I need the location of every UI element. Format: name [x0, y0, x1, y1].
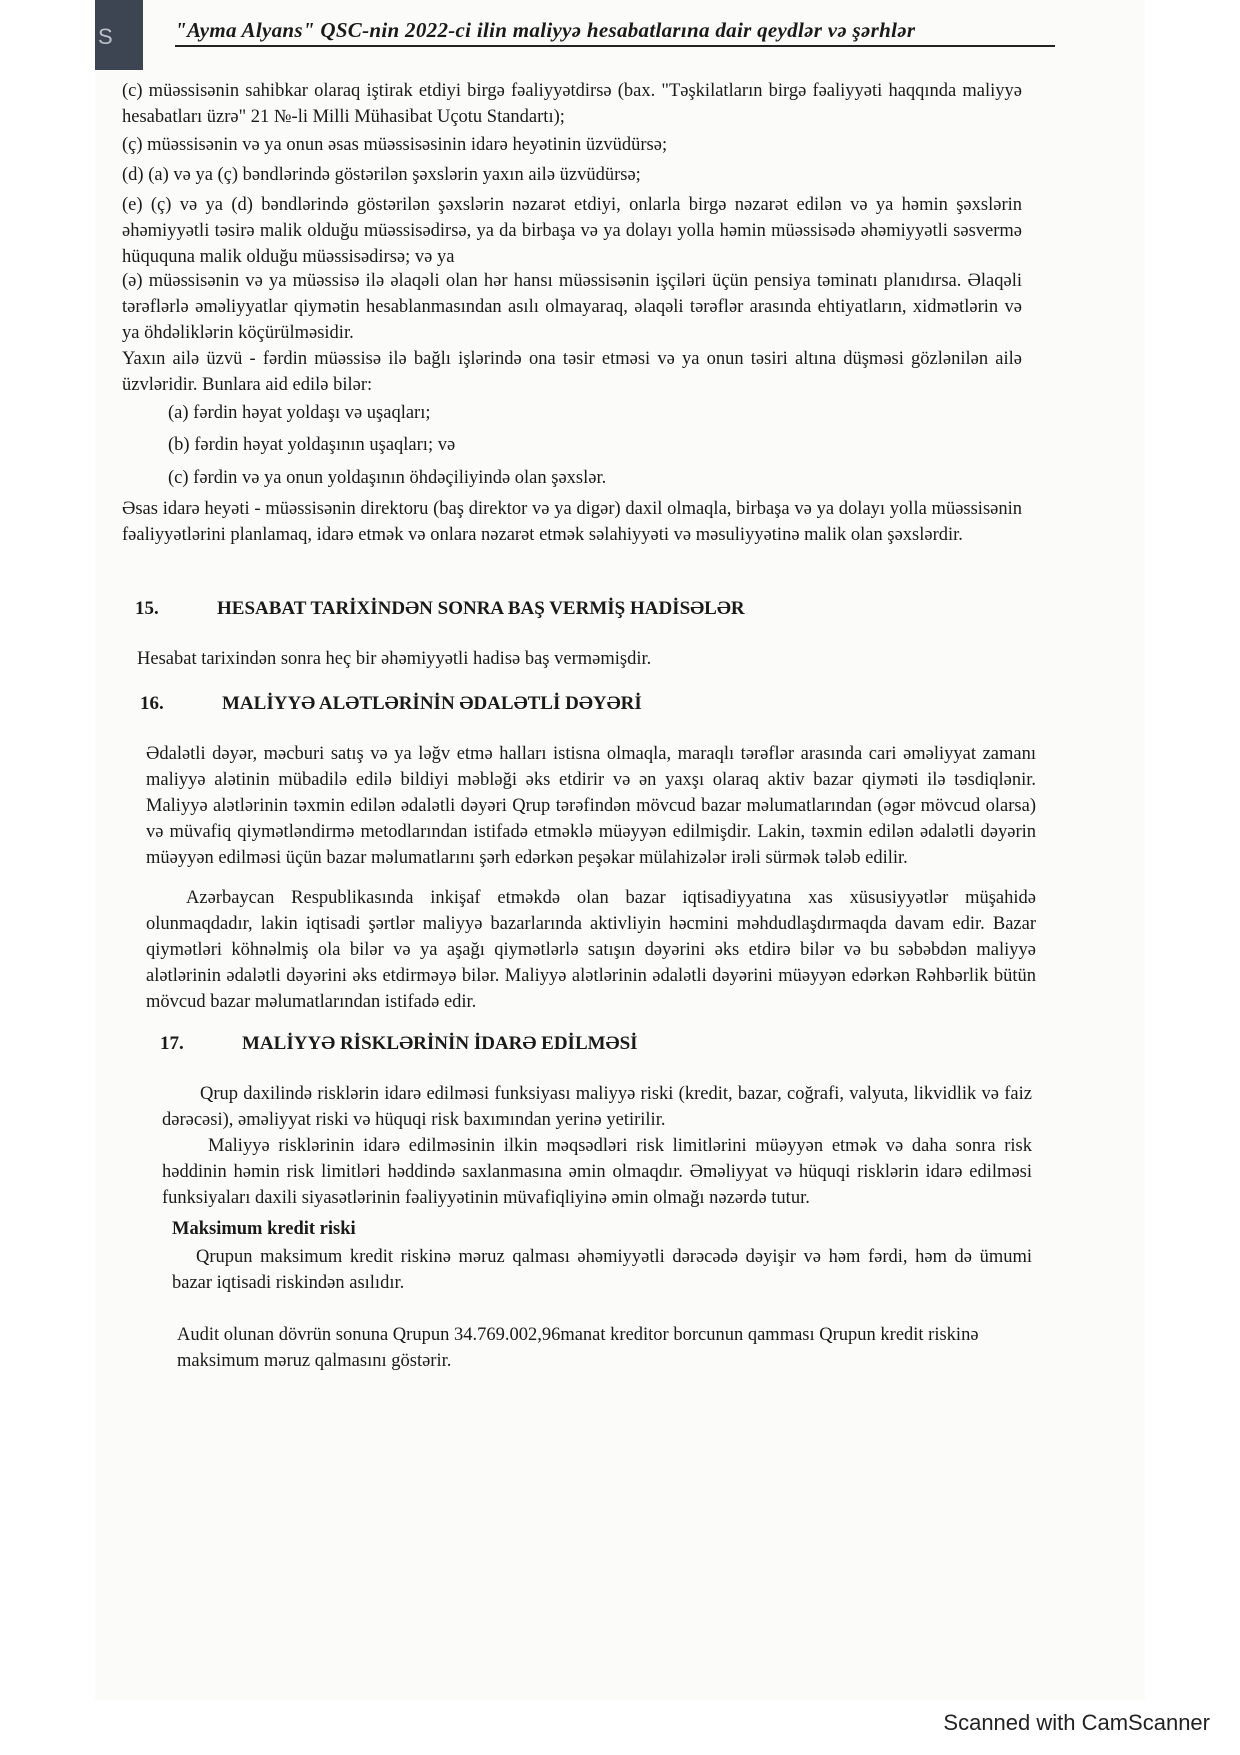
key-management-definition: Əsas idarə heyəti - müəssisənin direktoru (baş direktor və ya digər) daxil olmaqla, birbaşa və ya dolayı yolla müəssisənin fəaliyyətlərini planlamaq, idarə etmək və onlara nəzarət etmək səlahiyyəti və məsuliyyətinə malik olan şəxslərdir.	[122, 499, 1022, 545]
related-party-item-e: (e) (ç) və ya (d) bəndlərində göstərilən şəxslərin nəzarət etdiyi, onlarla birgə nəzarət edilən və ya həmin şəxslərin əhəmiyyətli təsirə malik olduğu müəssisədirsə, ya da birbaşa və ya dolayı yolla həmin müəssisədə əhəmiyyətli səsvermə hüququna malik olduğu müəssisədirsə; və ya	[122, 195, 1022, 267]
close-family-definition: Yaxın ailə üzvü - fərdin müəssisə ilə bağlı işlərində ona təsir etməsi və ya onun təsiri altına düşməsi gözlənilən ailə üzvləridir. Bunlara aid edilə bilər:	[122, 349, 1022, 395]
credit-risk-subheading: Maksimum kredit riski	[172, 1219, 356, 1239]
section-16-title: MALİYYƏ ALƏTLƏRİNİN ƏDALƏTLİ DƏYƏRİ	[222, 693, 642, 714]
section-17-title: MALİYYƏ RİSKLƏRİNİN İDARƏ EDİLMƏSİ	[242, 1033, 638, 1054]
related-party-item-schwa: (ə) müəssisənin və ya müəssisə ilə əlaqəli olan hər hansı müəssisənin işçiləri üçün pensiya təminatı planıdırsa. Əlaqəli tərəflərlə əməliyyatlar qiymətin hesablanmasından asılı olmayaraq, əlaqəli tərəflər arasında ehtiyatların, xidmətlərin və ya öhdəliklərin köçürülməsidir.	[122, 271, 1022, 343]
camscanner-watermark: Scanned with CamScanner	[943, 1710, 1210, 1735]
related-party-item-c-cedilla: (ç) müəssisənin və ya onun əsas müəssisəsinin idarə heyətinin üzvüdürsə;	[122, 135, 668, 155]
section-16-number: 16.	[140, 693, 164, 714]
credit-risk-paragraph-2: Audit olunan dövrün sonuna Qrupun 34.769.002,96manat kreditor borcunun qamması Qrupun kredit riskinə maksimum məruz qalmasını göstərir.	[177, 1325, 979, 1371]
section-15-heading	[135, 598, 745, 620]
section-17-paragraph-2: Maliyyə risklərinin idarə edilməsinin ilkin məqsədləri risk limitlərini müəyyən etmək və daha sonra risk həddinin həmin risk limitləri həddində saxlanmasına əmin olmaqdır. Əməliyyat və hüquqi risklərin idarə edilməsi funksiyaları daxili siyasətlərinin fəaliyyətinin müvafiqliyinə əmin olmağı nəzərdə tutur.	[162, 1136, 1032, 1208]
family-item-c: (c) fərdin və ya onun yoldaşının öhdəçiliyində olan şəxslər.	[168, 468, 607, 488]
page-header: "Ayma Alyans" QSC-nin 2022-ci ilin maliyyə hesabatlarına dair qeydlər və şərhlər	[175, 18, 1055, 47]
credit-risk-paragraph-1: Qrupun maksimum kredit riskinə məruz qalması əhəmiyyətli dərəcədə dəyişir və həm fərdi, həm də ümumi bazar iqtisadi riskindən asılıdır.	[172, 1247, 1032, 1293]
section-17-heading	[160, 1033, 638, 1055]
related-party-item-c: (c) müəssisənin sahibkar olaraq iştirak etdiyi birgə fəaliyyətdirsə (bax. "Təşkilatların birgə fəaliyyəti haqqında maliyyə hesabatları üzrə" 21 №-li Milli Mühasibat Uçotu Standartı);	[122, 81, 1022, 127]
related-party-item-d: (d) (a) və ya (ç) bəndlərində göstərilən şəxslərin yaxın ailə üzvüdürsə;	[122, 165, 641, 185]
section-16-paragraph-1: Ədalətli dəyər, məcburi satış və ya ləğv etmə halları istisna olmaqla, maraqlı tərəflər arasında cari əməliyyat zamanı maliyyə alətinin mübadilə edilə bildiyi məbləği əks etdirir və ən yaxşı olaraq aktiv bazar qiyməti ilə təsdiqlənir. Maliyyə alətlərinin təxmin edilən ədalətli dəyəri Qrup tərəfindən mövcud bazar məlumatlarından (əgər mövcud olarsa) və müvafiq qiymətləndirmə metodlarından istifadə etməklə müəyyən edilmişdir. Lakin, təxmin edilən ədalətli dəyərin müəyyən edilməsi üçün bazar məlumatlarını şərh edərkən peşəkar mülahizələr irəli sürmək tələb edilir.	[146, 744, 1036, 868]
section-15-text: Hesabat tarixindən sonra heç bir əhəmiyyətli hadisə baş verməmişdir.	[137, 649, 652, 669]
section-15-number: 15.	[135, 598, 159, 619]
section-17-paragraph-1: Qrup daxilində risklərin idarə edilməsi funksiyası maliyyə riski (kredit, bazar, coğrafi, valyuta, likvidlik və faiz dərəcəsi), əməliyyat riski və hüquqi risk baxımından yerinə yetirilir.	[162, 1084, 1032, 1130]
section-15-title: HESABAT TARİXİNDƏN SONRA BAŞ VERMİŞ HADİSƏLƏR	[217, 598, 745, 619]
section-16-heading	[140, 693, 642, 715]
section-16-paragraph-2: Azərbaycan Respublikasında inkişaf etməkdə olan bazar iqtisadiyyatına xas xüsusiyyətlər müşahidə olunmaqdadır, lakin iqtisadi şərtlər maliyyə bazarlarında aktivliyin həcmini məhdudlaşdırmaqda davam edir. Bazar qiymətləri köhnəlmiş ola bilər və ya aşağı qiymətlərlə satışın dəyərini əks etdirə bilər və bu səbəbdən maliyyə alətlərinin ədalətli dəyərini əks etdirməyə bilər. Maliyyə alətlərinin ədalətli dəyərini müəyyən edərkən Rəhbərlik bütün mövcud bazar məlumatlarından istifadə edir.	[146, 888, 1036, 1012]
corner-letter: S	[98, 24, 113, 49]
family-item-b: (b) fərdin həyat yoldaşının uşaqları; və	[168, 435, 456, 455]
section-17-number: 17.	[160, 1033, 184, 1054]
scan-corner-shadow	[95, 0, 143, 70]
family-item-a: (a) fərdin həyat yoldaşı və uşaqları;	[168, 403, 431, 423]
